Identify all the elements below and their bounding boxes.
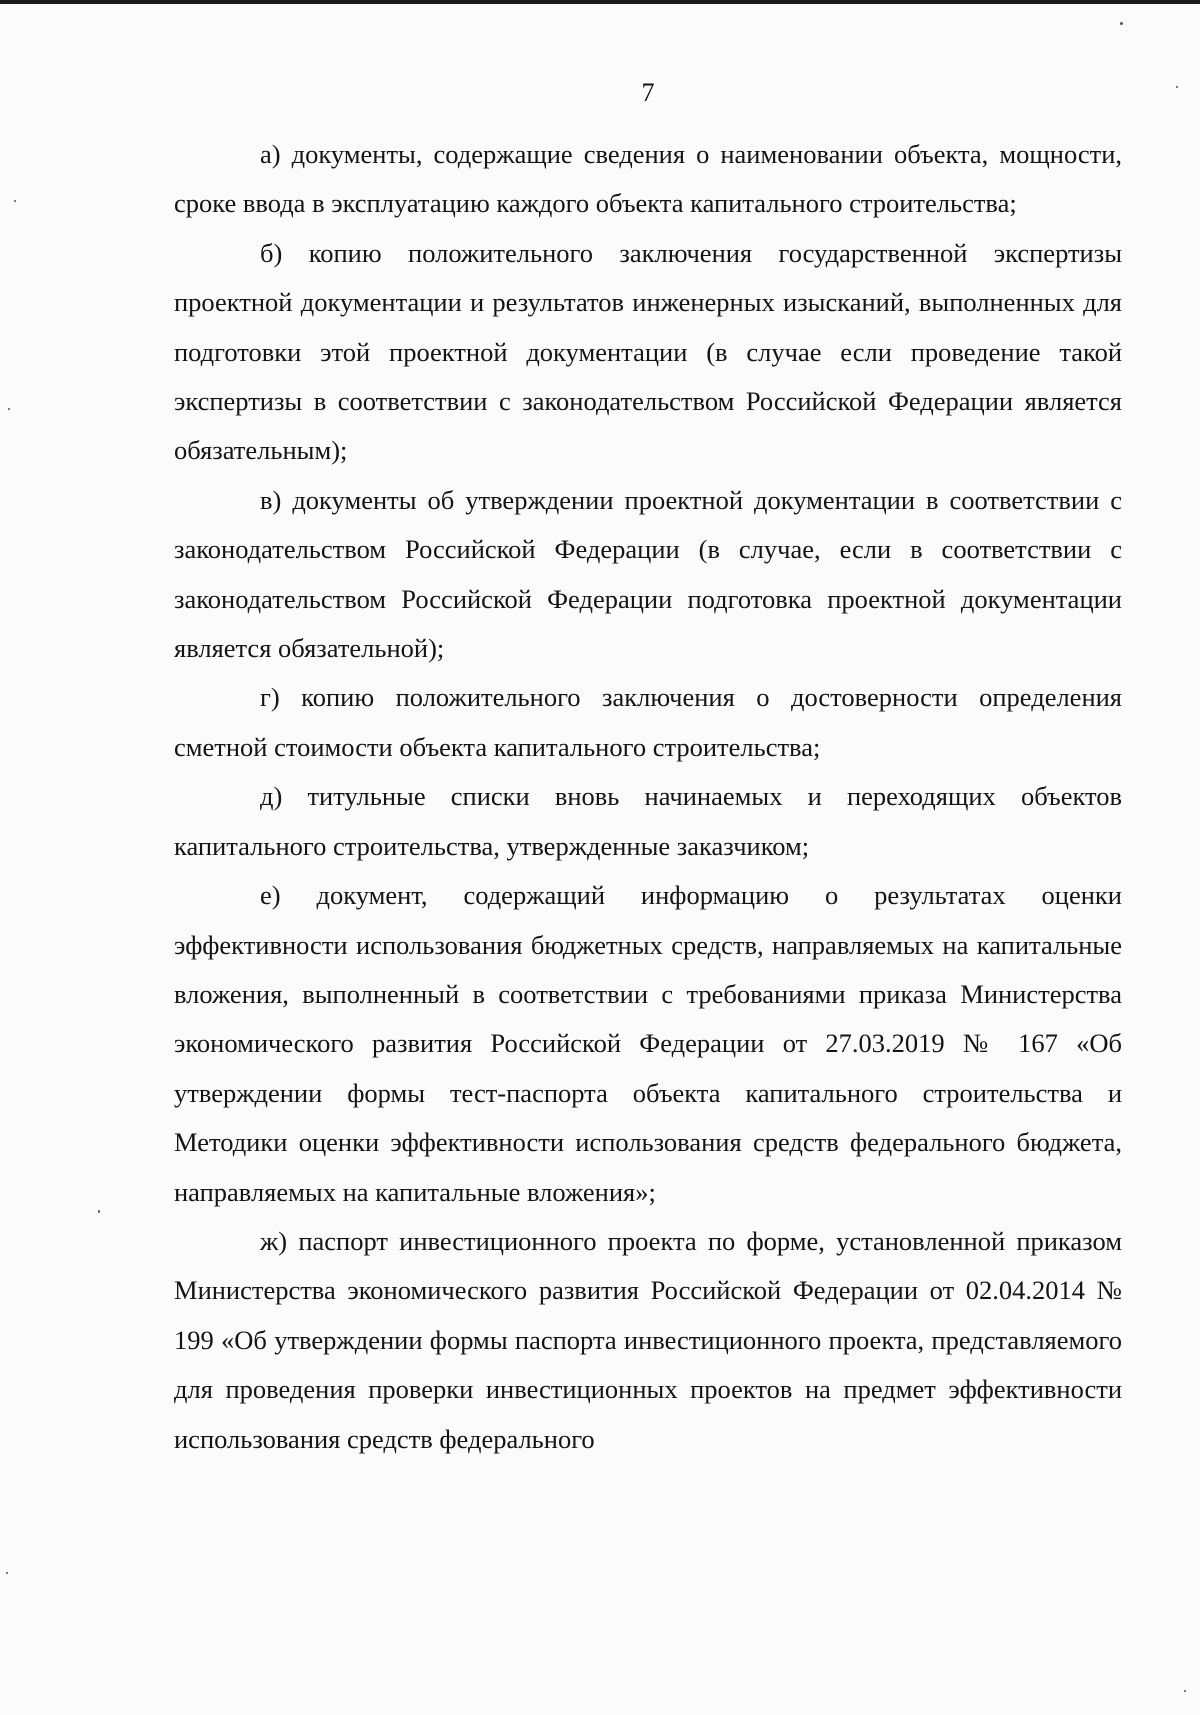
scan-top-border bbox=[0, 0, 1200, 4]
paragraph-g: г) копию положительного заключения о достоверности определения сметной стоимости объекта капитального строительства; bbox=[174, 682, 1122, 762]
paragraph-d: д) титульные списки вновь начинаемых и переходящих объектов капитального строительства, утвержденные заказчиком; bbox=[174, 781, 1122, 861]
paragraph-b: б) копию положительного заключения государственной экспертизы проектной документации и результатов инженерных изысканий, выполненных для подготовки этой проектной документации (в случае если проведение такой экспертизы в соответствии с законодательством Российской Федерации является обязательным); bbox=[174, 237, 1122, 466]
scan-speck bbox=[1120, 22, 1123, 25]
scan-speck bbox=[98, 1210, 100, 1213]
paragraph-zh: ж) паспорт инвестиционного проекта по форме, установленной приказом Министерства экономического развития Российской Федерации от 02.04.2014 № 199 «Об утверждении формы паспорта инвестиционного проекта, представляемого для проведения проверки инвестиционных проектов на предмет эффективности использования средств федерального bbox=[174, 1225, 1122, 1454]
scan-speck bbox=[1184, 1690, 1186, 1692]
scan-speck bbox=[6, 1572, 8, 1574]
page-number: 7 bbox=[641, 78, 655, 107]
paragraph-a: а) документы, содержащие сведения о наименовании объекта, мощности, сроке ввода в эксплуатацию каждого объекта капитального строительства; bbox=[174, 139, 1122, 219]
scan-speck bbox=[8, 408, 10, 410]
scan-speck bbox=[1176, 86, 1178, 88]
scan-speck bbox=[14, 200, 16, 202]
paragraph-e: е) документ, содержащий информацию о результатах оценки эффективности использования бюджетных средств, направляемых на капитальные вложения, выполненный в соответствии с требованиями приказа Министерства экономического развития Российской Федерации от 27.03.2019 № 167 «Об утверждении формы тест-паспорта объекта капитального строительства и Методики оценки эффективности использования средств федерального бюджета, направляемых на капитальные вложения»; bbox=[174, 880, 1122, 1207]
paragraph-v: в) документы об утверждении проектной документации в соответствии с законодательством Российской Федерации (в случае, если в соответствии с законодательством Российской Федерации подготовка проектной документации является обязательной); bbox=[174, 484, 1122, 664]
document-body bbox=[174, 130, 1122, 1464]
